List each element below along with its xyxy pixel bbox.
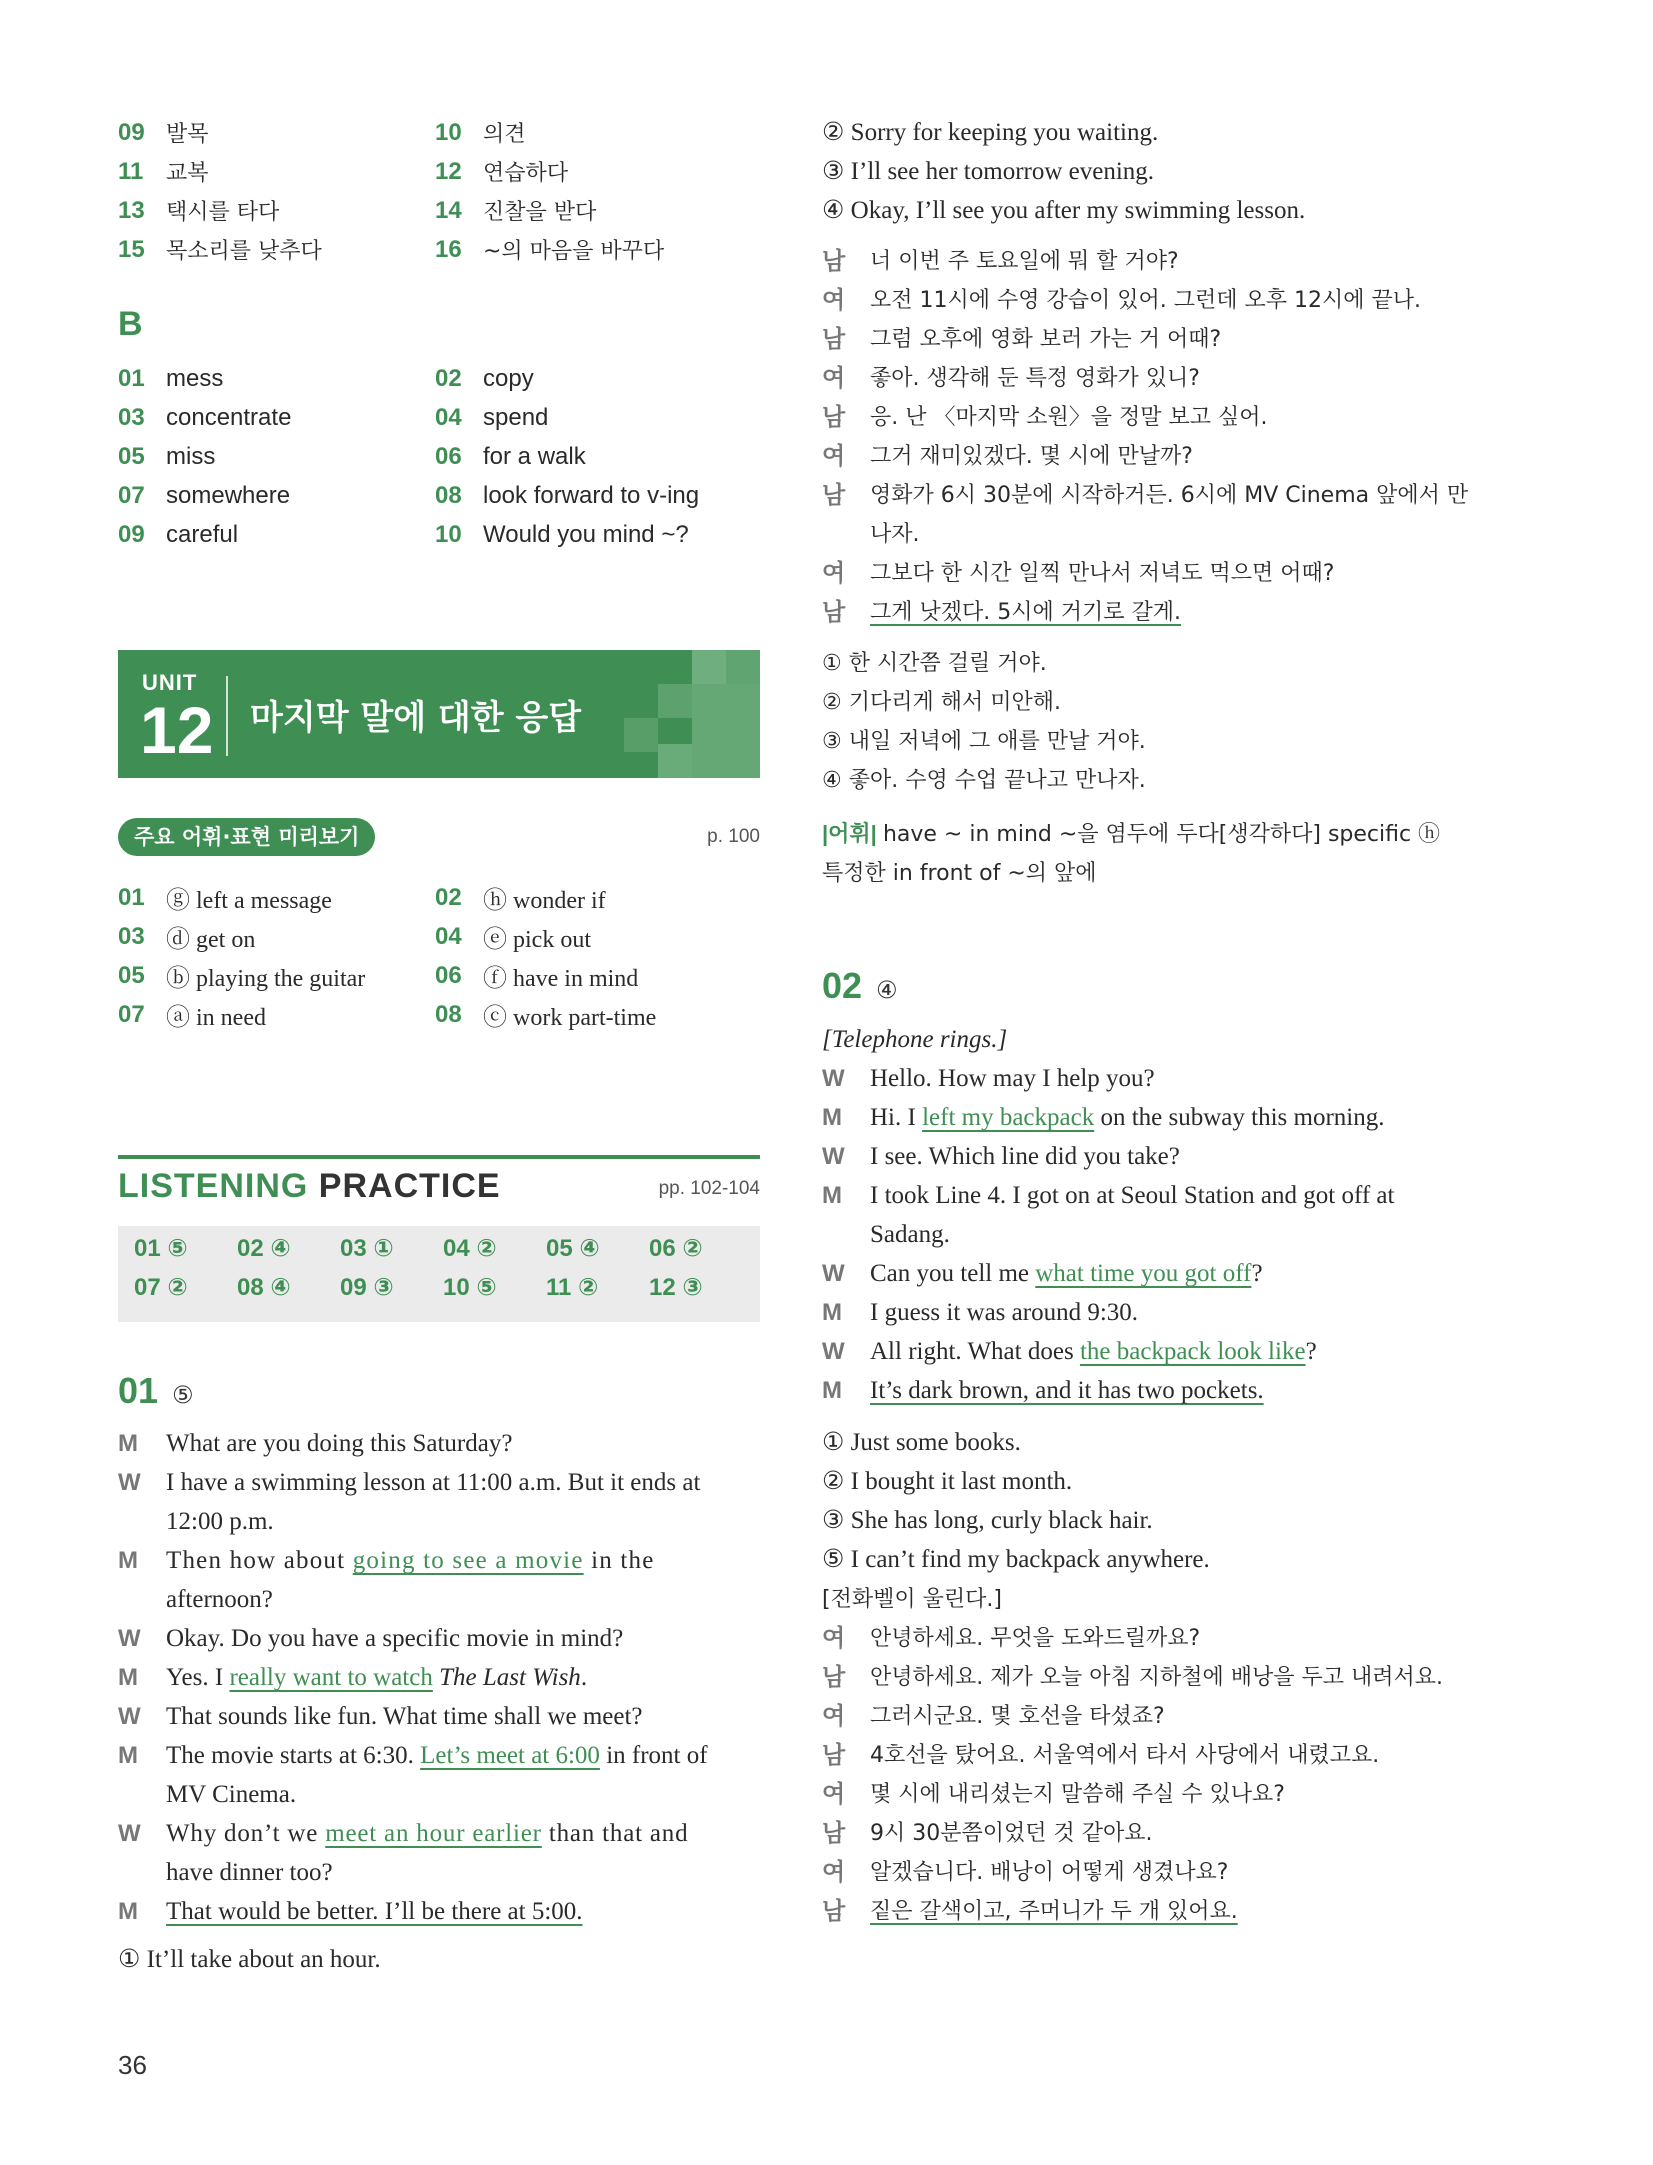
option-line: ③ I’ll see her tomorrow evening. [822, 158, 1155, 185]
dialog-line [822, 593, 1472, 632]
dialog-line [822, 476, 1472, 515]
answer-key-item: 03 ① [340, 1235, 394, 1262]
item-number: 03 [118, 922, 145, 950]
dialog-text-content: 짙은 갈색이고, 주머니가 두 개 있어요. [870, 1899, 1238, 1924]
item-text: ⓓ get on [166, 927, 256, 953]
question-02-scene: [Telephone rings.] [822, 1026, 1008, 1053]
item-text: spend [483, 403, 549, 431]
dialog-01: M What are you doing this Saturday? W I have a swimming lesson at 11:00 a.m. But it ends at 12:00 p.m. M Then how about going to see a movie in the afternoon? W Okay. Do you have a specific movie in mind? M Yes. I really want to watch The Last Wish. W That sounds like fun. What time shall we meet? M The movie starts at 6:30. Let’s meet at 6:00 in front of MV Cinema. W Why don’t we meet an hour earlier than that and have dinner too? M That would be better. I’ll be there at 5:00. [118, 1430, 708, 1925]
item-text: somewhere [166, 481, 291, 509]
item-number: 15 [118, 235, 145, 263]
list-item [118, 117, 435, 148]
item-text: miss [166, 442, 216, 470]
dialog-text-content: 응. 난 〈마지막 소원〉을 정말 보고 싶어. [870, 405, 1268, 430]
answer-key-item: 08 ④ [237, 1274, 291, 1301]
dialog-text [870, 320, 1472, 359]
dialog-text [870, 1892, 1472, 1931]
item-number: 01 [118, 364, 145, 392]
dialog-text [870, 593, 1472, 632]
speaker-label: 여 [822, 1781, 846, 1808]
listening-rule [118, 1155, 760, 1159]
question-01-option-1: ① It’ll take about an hour. [118, 1946, 381, 1973]
dialog-line [822, 1892, 1472, 1931]
speaker-label: 남 [822, 248, 846, 275]
item-number: 02 [435, 364, 462, 392]
list-row [118, 152, 760, 191]
dialog-text-content: 그럼 오후에 영화 보러 가는 거 어때? [870, 327, 1222, 352]
item-text: copy [483, 364, 534, 392]
item-text: Would you mind ~? [483, 520, 689, 548]
list-item [435, 880, 606, 915]
preview-page-ref: p. 100 [707, 826, 760, 847]
list-row [118, 917, 760, 956]
preview-badge: 주요 어휘·표현 미리보기 [118, 818, 375, 856]
option-line: ② 기다리게 해서 미안해. [822, 690, 1061, 715]
list-item [118, 521, 435, 549]
dialog-text [870, 398, 1472, 437]
speaker-label: 남 [822, 599, 846, 626]
list-row [118, 878, 760, 917]
item-number: 03 [118, 403, 145, 431]
dialog-text [870, 1619, 1472, 1658]
item-number: 07 [118, 1000, 145, 1028]
dialog-text-content: 좋아. 생각해 둔 특정 영화가 있니? [870, 366, 1200, 391]
item-number: 04 [435, 403, 462, 431]
unit-title: 마지막 말에 대한 응답 [250, 698, 582, 738]
option-line: ⑤ I can’t find my backpack anywhere. [822, 1546, 1210, 1573]
listening-title: LISTENING PRACTICE [118, 1167, 501, 1205]
list-item [435, 443, 586, 471]
list-item [118, 404, 435, 432]
dialog-line [822, 281, 1472, 320]
speaker-label: 남 [822, 482, 846, 509]
option-line: ④ 좋아. 수영 수업 끝나고 만나자. [822, 768, 1146, 793]
option-line: ④ Okay, I’ll see you after my swimming lesson. [822, 197, 1306, 224]
answer-key-item: 10 ⑤ [443, 1274, 497, 1301]
list-item [435, 482, 699, 510]
unit-banner [118, 650, 760, 778]
item-number: 06 [435, 442, 462, 470]
answer-key-item: 02 ④ [237, 1235, 291, 1262]
speaker-label: 남 [822, 404, 846, 431]
dialog-line [822, 515, 1472, 554]
dialog-line [822, 554, 1472, 593]
item-text: 진찰을 받다 [483, 200, 597, 225]
speaker-label: 남 [822, 326, 846, 353]
dialog-text [870, 242, 1472, 281]
dialog-text [870, 1697, 1472, 1736]
item-text: for a walk [483, 442, 586, 470]
unit-label: UNIT [142, 670, 198, 695]
item-text: ⓒ work part-time [483, 1005, 657, 1031]
dialog-text [870, 359, 1472, 398]
answer-key-box [118, 1226, 760, 1322]
item-number: 10 [435, 520, 462, 548]
dialog-text [870, 1658, 1472, 1697]
preview-list [118, 878, 760, 1034]
item-number: 09 [118, 520, 145, 548]
list-item [118, 443, 435, 471]
item-text: look forward to v-ing [483, 481, 700, 509]
dialog-text [870, 554, 1472, 593]
list-item [435, 195, 596, 226]
question-01-vocabulary: |어휘| have ~ in mind ~을 염두에 두다[생각하다] specific ⓗ 특정한 in front of ~의 앞에 [822, 821, 1441, 886]
item-text: ⓑ playing the guitar [166, 966, 366, 992]
item-text: 발목 [166, 122, 209, 147]
question-02-heading: 02 ④ [822, 965, 898, 1006]
answer-key-item: 12 ③ [649, 1274, 703, 1301]
dialog-line [822, 1775, 1472, 1814]
dialog-text-content: 알겠습니다. 배낭이 어떻게 생겼나요? [870, 1860, 1229, 1885]
item-number: 05 [118, 961, 145, 989]
dialog-01-korean [822, 242, 1472, 632]
list-item [118, 156, 435, 187]
item-number: 10 [435, 118, 462, 146]
list-item [435, 404, 548, 432]
item-text: 목소리를 낮추다 [166, 239, 322, 264]
answer-key-item: 09 ③ [340, 1274, 394, 1301]
list-item [435, 117, 526, 148]
dialog-text-content: 나자. [870, 522, 920, 547]
list-item [435, 365, 534, 393]
speaker-label [822, 515, 870, 554]
dialog-text-content: 안녕하세요. 제가 오늘 아침 지하철에 배낭을 두고 내려서요. [870, 1665, 1443, 1690]
item-text: concentrate [166, 403, 292, 431]
list-item [435, 997, 656, 1032]
dialog-line [822, 398, 1472, 437]
list-item [118, 997, 435, 1032]
dialog-text-content: 그러시군요. 몇 호선을 타셨죠? [870, 1704, 1165, 1729]
answer-key-item: 04 ② [443, 1235, 497, 1262]
dialog-text-content: 너 이번 주 토요일에 뭐 할 거야? [870, 249, 1179, 274]
item-number: 12 [435, 157, 462, 185]
item-text: ⓕ have in mind [483, 966, 639, 992]
item-number: 04 [435, 922, 462, 950]
list-row [118, 476, 760, 515]
item-text: ⓐ in need [166, 1005, 266, 1031]
dialog-text-content: 9시 30분쯤이었던 것 같아요. [870, 1821, 1153, 1846]
unit-number: 12 [140, 693, 214, 767]
list-item [118, 958, 435, 993]
option-line: ③ She has long, curly black hair. [822, 1507, 1153, 1534]
dialog-line [822, 1697, 1472, 1736]
section-b-heading: B [118, 305, 143, 343]
dialog-text-content: 영화가 6시 30분에 시작하거든. 6시에 MV Cinema 앞에서 만 [870, 483, 1469, 508]
speaker-label: 여 [822, 365, 846, 392]
item-number: 05 [118, 442, 145, 470]
option-line: ① 한 시간쯤 걸릴 거야. [822, 651, 1047, 676]
option-line: ① Just some books. [822, 1429, 1021, 1456]
list-item [118, 234, 435, 265]
item-text: ⓔ pick out [483, 927, 591, 953]
speaker-label: 여 [822, 560, 846, 587]
speaker-label: 여 [822, 443, 846, 470]
list-row [118, 995, 760, 1034]
list-row [118, 956, 760, 995]
list-row [118, 113, 760, 152]
list-row [118, 191, 760, 230]
list-row [118, 515, 760, 554]
speaker-label: 여 [822, 1859, 846, 1886]
dialog-line [822, 1736, 1472, 1775]
dialog-text [870, 1736, 1472, 1775]
dialog-text-content: 오전 11시에 수영 강습이 있어. 그런데 오후 12시에 끝나. [870, 288, 1421, 313]
option-line: ② I bought it last month. [822, 1468, 1073, 1495]
item-number: 16 [435, 235, 462, 263]
answer-key-item: 05 ④ [546, 1235, 600, 1262]
item-text: 연습하다 [483, 161, 569, 186]
dialog-text [870, 1775, 1472, 1814]
list-row [118, 398, 760, 437]
speaker-label: 남 [822, 1898, 846, 1925]
item-text: 교복 [166, 161, 209, 186]
item-text: ~의 마음을 바꾸다 [483, 239, 665, 264]
list-row [118, 359, 760, 398]
item-text: 택시를 타다 [166, 200, 280, 225]
item-number: 02 [435, 883, 462, 911]
item-text: 의견 [483, 122, 526, 147]
speaker-label: 남 [822, 1742, 846, 1769]
dialog-line [822, 1853, 1472, 1892]
speaker-label: 남 [822, 1664, 846, 1691]
item-text: mess [166, 364, 224, 392]
dialog-text [870, 281, 1472, 320]
dialog-text [870, 1814, 1472, 1853]
dialog-text-content: 안녕하세요. 무엇을 도와드릴까요? [870, 1626, 1201, 1651]
answer-key-item: 06 ② [649, 1235, 703, 1262]
item-number: 01 [118, 883, 145, 911]
dialog-text-content: 그거 재미있겠다. 몇 시에 만날까? [870, 444, 1193, 469]
list-item [435, 156, 568, 187]
question-01-heading: 01 ⑤ [118, 1370, 194, 1411]
list-item [118, 880, 435, 915]
list-row [118, 230, 760, 269]
dialog-line [822, 320, 1472, 359]
speaker-label: 여 [822, 287, 846, 314]
item-number: 13 [118, 196, 145, 224]
speaker-label: 여 [822, 1703, 846, 1730]
dialog-text-content: 몇 시에 내리셨는지 말씀해 주실 수 있나요? [870, 1782, 1285, 1807]
item-number: 14 [435, 196, 462, 224]
page-number: 36 [118, 2050, 147, 2080]
item-text: ⓖ left a message [166, 888, 332, 914]
speaker-label: 남 [822, 1820, 846, 1847]
vocab-list-a [118, 113, 760, 269]
dialog-02-korean [822, 1619, 1472, 1931]
list-item [435, 958, 638, 993]
item-number: 06 [435, 961, 462, 989]
question-02-korean-scene: [전화벨이 울린다.] [822, 1587, 1002, 1612]
unit-divider [226, 676, 228, 756]
dialog-line [822, 242, 1472, 281]
list-item [118, 365, 435, 393]
item-text: careful [166, 520, 239, 548]
list-item [118, 919, 435, 954]
dialog-text-content: 그게 낫겠다. 5시에 거기로 갈게. [870, 600, 1181, 625]
list-item [118, 482, 435, 510]
speaker-label: 여 [822, 1625, 846, 1652]
dialog-text [870, 437, 1472, 476]
question-01-korean-options [822, 644, 1472, 800]
item-number: 08 [435, 1000, 462, 1028]
list-item [435, 234, 664, 265]
answer-key-item: 11 ② [546, 1274, 599, 1301]
dialog-line [822, 1814, 1472, 1853]
answer-key-item: 01 ⑤ [134, 1235, 188, 1262]
dialog-text-content: 4호선을 탔어요. 서울역에서 타서 사당에서 내렸고요. [870, 1743, 1380, 1768]
item-number: 07 [118, 481, 145, 509]
dialog-line [822, 437, 1472, 476]
vocab-list-b [118, 359, 760, 554]
dialog-text-content: 그보다 한 시간 일찍 만나서 저녁도 먹으면 어때? [870, 561, 1335, 586]
item-text: ⓗ wonder if [483, 888, 606, 914]
item-number: 09 [118, 118, 145, 146]
question-02-options [822, 1423, 1472, 1579]
question-01-options [822, 113, 1472, 230]
list-row [118, 437, 760, 476]
list-item [435, 521, 689, 549]
listening-pages: pp. 102-104 [658, 1178, 760, 1199]
list-item [435, 919, 591, 954]
dialog-02: W Hello. How may I help you? M Hi. I left my backpack on the subway this morning. W I see. Which line did you take? M I took Line 4. I got on at Seoul Station and got off at Sadang. W Can you tell me what time you got off? M I guess it was around 9:30. W All right. What does the backpack look like? M It’s dark brown, and it has two pockets. [822, 1065, 1395, 1404]
item-number: 08 [435, 481, 462, 509]
item-number: 11 [118, 157, 144, 185]
dialog-text [870, 476, 1472, 515]
dialog-text [870, 1853, 1472, 1892]
list-item [118, 195, 435, 226]
dialog-line [822, 1658, 1472, 1697]
option-line: ③ 내일 저녁에 그 애를 만날 거야. [822, 729, 1146, 754]
dialog-text [870, 515, 1472, 554]
option-line: ② Sorry for keeping you waiting. [822, 119, 1159, 146]
dialog-line [822, 1619, 1472, 1658]
dialog-line [822, 359, 1472, 398]
answer-key-item: 07 ② [134, 1274, 188, 1301]
